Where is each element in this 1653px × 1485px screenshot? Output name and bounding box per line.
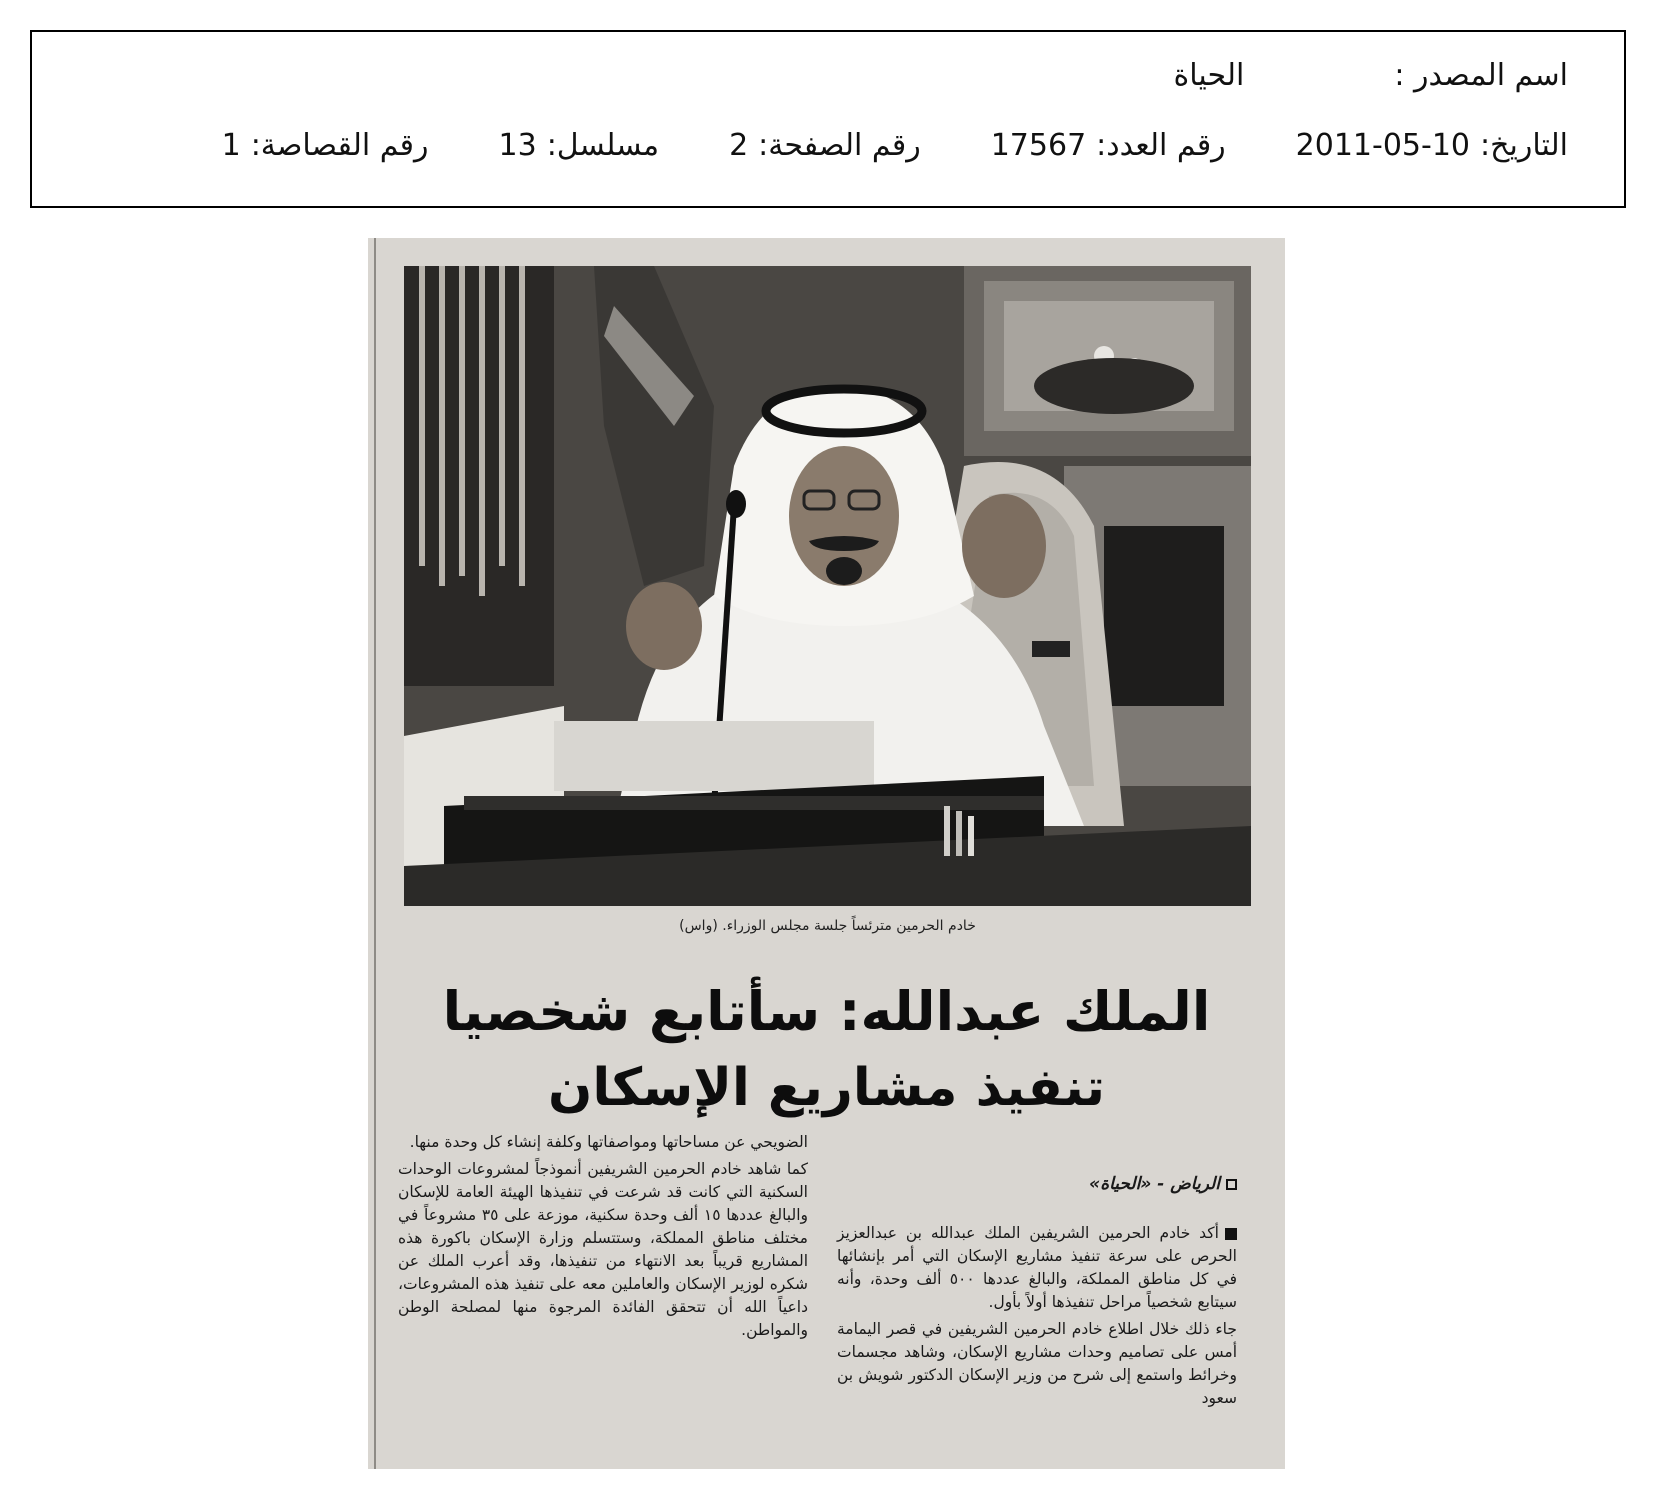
date-label: التاريخ: bbox=[1480, 128, 1568, 163]
photo-caption: خادم الحرمين مترئساً جلسة مجلس الوزراء. (واس) bbox=[679, 918, 976, 934]
issue-field bbox=[991, 128, 1226, 163]
article-headline bbox=[398, 974, 1255, 1126]
newspaper-clipping bbox=[368, 238, 1285, 1469]
headline-line-1: الملك عبدالله: سأتابع شخصيا bbox=[442, 980, 1211, 1043]
source-label: اسم المصدر : bbox=[1394, 58, 1568, 93]
article-column-left bbox=[398, 1131, 808, 1346]
source-metadata-box bbox=[30, 30, 1626, 208]
headline-line-2: تنفيذ مشاريع الإسكان bbox=[547, 1058, 1106, 1118]
serial-value: 13 bbox=[498, 128, 537, 163]
paragraph: جاء ذلك خلال اطلاع خادم الحرمين الشريفين في قصر اليمامة أمس على تصاميم وحدات مشاريع الإسكان، وشاهد مجسمات وخرائط واستمع إلى شرح من وزير الإسكان الدكتور شويش بن سعود bbox=[837, 1320, 1237, 1407]
page-field bbox=[729, 128, 921, 163]
article-column-right bbox=[837, 1173, 1237, 1414]
paragraph: كما شاهد خادم الحرمين الشريفين أنموذجاً لمشروعات الوحدات السكنية التي كانت قد شرعت في تنفيذها الهيئة العامة للإسكان والبالغ عددها ١٥ ألف وحدة سكنية، موزعة على ٣٥ مشروعاً في مختلف مناطق المملكة، وستتسلم وزارة الإسكان باكورة هذه المشاريع قريباً بعد الانتهاء من تنفيذها، وقد أعرب الملك عن شكره لوزير الإسكان والعاملين معه على تنفيذ هذه المشروعات، داعياً الله أن تتحقق الفائدة المرجوة منها لمصلحة الوطن والمواطن. bbox=[398, 1160, 808, 1339]
paragraph: أكد خادم الحرمين الشريفين الملك عبدالله بن عبدالعزيز الحرص على سرعة تنفيذ مشاريع الإسكان التي أمر بإنشائها في كل مناطق المملكة، والبالغ عددها ٥٠٠ ألف وحدة، وأنه سيتابع شخصياً مراحل تنفيذها أولاً بأول. bbox=[837, 1224, 1237, 1311]
paragraph: الضويحي عن مساحاتها ومواصفاتها وكلفة إنشاء كل وحدة منها. bbox=[409, 1133, 808, 1151]
details-row bbox=[222, 128, 1568, 163]
date-field bbox=[1296, 128, 1568, 163]
serial-label: مسلسل: bbox=[546, 128, 660, 163]
source-row bbox=[1174, 58, 1568, 93]
page-value: 2 bbox=[729, 128, 749, 163]
clip-value: 1 bbox=[221, 128, 241, 163]
clip-field bbox=[222, 128, 429, 163]
date-value: 2011-05-10 bbox=[1295, 128, 1471, 163]
dateline-text: الرياض - «الحياة» bbox=[1089, 1174, 1220, 1194]
issue-label: رقم العدد: bbox=[1096, 128, 1226, 163]
source-value: الحياة bbox=[1173, 58, 1245, 93]
clipping-fold-line bbox=[374, 238, 376, 1469]
issue-value: 17567 bbox=[990, 128, 1087, 163]
square-bullet-icon bbox=[1225, 1228, 1237, 1240]
serial-field bbox=[499, 128, 660, 163]
article-photo bbox=[404, 266, 1251, 906]
dateline bbox=[837, 1173, 1237, 1196]
square-outline-icon bbox=[1226, 1179, 1237, 1190]
page-label: رقم الصفحة: bbox=[758, 128, 921, 163]
clip-label: رقم القصاصة: bbox=[250, 128, 429, 163]
